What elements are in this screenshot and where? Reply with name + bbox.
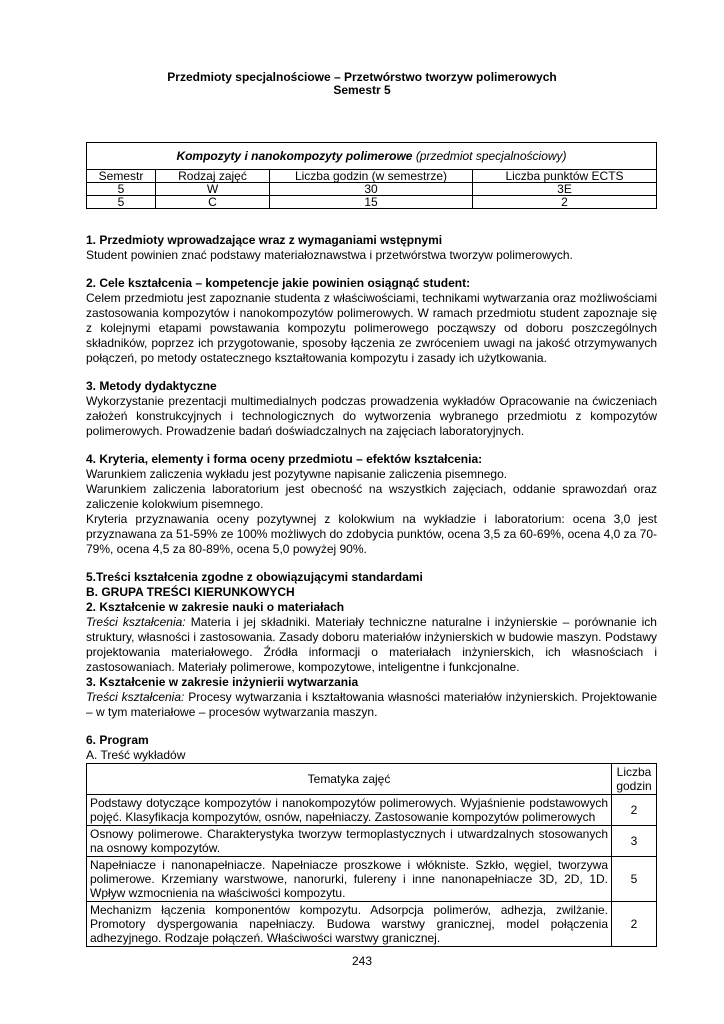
topic-cell: Napełniacze i nanonapełniacze. Napełniacze proszkowe i włókniste. Szkło, węgiel, tworzywa polimerowe. Krzemiany warstwowe, nanorurki, fulereny i inne nanonapełniacze 3D, 2D, 1D. Wpływ wzmocnienia na właściwości kompozytu. xyxy=(87,857,612,902)
section-text: Student powinien znać podstawy materiałoznawstwa i przetwórstwa tworzyw polimerowych. xyxy=(86,248,573,262)
section-heading: 3. Metody dydaktyczne xyxy=(86,379,217,393)
program-subtitle: A. Treść wykładów xyxy=(86,748,186,762)
cell-class-type: C xyxy=(156,196,270,209)
header-title: Przedmioty specjalnościowe – Przetwórstwo tworzyw polimerowych xyxy=(167,70,557,84)
cell-hours: 30 xyxy=(270,183,473,196)
section-text: Kryteria przyznawania oceny pozytywnej z kolokwium na wykładzie i laboratorium: ocena 3,0 jest przyznawana za 51-59% ze 100% możliwych do zdobycia punktów, ocena 3,5 za 60-69%, ocena 4,0 za 70-79%, ocena 4,5 za 80-89%, ocena 5,0 powyżej 90%. xyxy=(86,512,658,556)
section-group: B. GRUPA TREŚCI KIERUNKOWYCH xyxy=(86,585,295,599)
program-row xyxy=(87,826,657,857)
topic-cell: Mechanizm łączenia komponentów kompozytu. Adsorpcja polimerów, adhezja, zwilżanie. Promotory dyspergowania napełniaczy. Budowa warstwy granicznej, model połączenia adhezyjnego. Rodzaje połączeń. Właściwości warstwy granicznej. xyxy=(87,902,612,947)
content-text: Materia i jej składniki. Materiały techniczne naturalne i inżynierskie – porównanie ich struktury, własności i zastosowania. Zasady doboru materiałów inżynierskich w budowie maszyn. Podstawy projektowania materiałowego. Źródła informacji o materiałach inżynierskich, ich własnościach i zastosowaniach. Materiały polimerowe, kompozytowe, inteligentne i funkcjonalne. xyxy=(86,615,657,674)
course-row xyxy=(87,183,657,196)
course-row xyxy=(87,196,657,209)
col-semester: Semestr xyxy=(87,170,156,183)
cell-ects: 2 xyxy=(473,196,657,209)
content-label: Treści kształcenia: xyxy=(86,690,185,704)
col-hours-count: Liczba godzin xyxy=(612,764,657,795)
content-text: Procesy wytwarzania i kształtowania własności materiałów inżynierskich. Projektowanie – w tym materiałowe – procesów wytwarzania maszyn. xyxy=(86,690,658,719)
cell-semester: 5 xyxy=(87,183,156,196)
course-info-table xyxy=(86,142,657,209)
course-type: (przedmiot specjalnościowy) xyxy=(415,149,567,163)
course-title-cell xyxy=(87,143,657,170)
section-program xyxy=(86,733,657,947)
program-row xyxy=(87,857,657,902)
section-heading: 1. Przedmioty wprowadzające wraz z wymaganiami wstępnymi xyxy=(86,233,443,247)
course-header-row xyxy=(87,170,657,183)
topic-cell: Osnowy polimerowe. Charakterystyka tworzyw termoplastycznych i utwardzalnych stosowanych na osnowy kompozytów. xyxy=(87,826,612,857)
content-label: Treści kształcenia: xyxy=(86,615,186,629)
subsection-heading: 3. Kształcenie w zakresie inżynierii wytwarzania xyxy=(86,675,359,689)
subsection-text xyxy=(86,690,657,720)
header-semester: Semestr 5 xyxy=(333,83,391,97)
program-row xyxy=(87,902,657,947)
section-criteria xyxy=(86,452,657,557)
hours-cell: 2 xyxy=(612,902,657,947)
section-heading: 2. Cele kształcenia – kompetencje jakie powinien osiągnąć student: xyxy=(86,276,471,290)
col-ects: Liczba punktów ECTS xyxy=(473,170,657,183)
hours-cell: 5 xyxy=(612,857,657,902)
subsection-heading: 2. Kształcenie w zakresie nauki o materiałach xyxy=(86,600,345,614)
section-text: Warunkiem zaliczenia laboratorium jest obecność na wszystkich zajęciach, oddanie sprawozdań oraz zaliczenie kolokwium pisemnego. xyxy=(86,482,657,511)
section-text: Wykorzystanie prezentacji multimedialnych podczas prowadzenia wykładów Opracowanie na ćwiczeniach założeń konstrukcyjnych i technologicznych do wytworzenia wybranego przedmiotu z kompozytów polimerowych. Prowadzenie badań doświadczalnych na zajęciach laboratoryjnych. xyxy=(86,394,657,438)
section-text: Celem przedmiotu jest zapoznanie studenta z właściwościami, technikami wytwarzania oraz możliwościami zastosowania kompozytów i nanokompozytów polimerowych. W ramach przedmiotu student zapoznaje się z kolejnymi etapami powstawania kompozytu polimerowego począwszy od doboru poszczególnych składników, poprzez ich przygotowanie, sposoby łączenia ze zwróceniem uwagi na jakość otrzymywanych połączeń, po metody ostatecznego kształtowania kompozytu i zasady ich użytkowania. xyxy=(86,291,657,365)
cell-hours: 15 xyxy=(270,196,473,209)
page-header xyxy=(0,71,724,97)
cell-semester: 5 xyxy=(87,196,156,209)
cell-class-type: W xyxy=(156,183,270,196)
section-heading: 6. Program xyxy=(86,733,149,747)
cell-ects: 3E xyxy=(473,183,657,196)
section-goals xyxy=(86,276,657,366)
section-prerequisites xyxy=(86,233,657,263)
hours-cell: 3 xyxy=(612,826,657,857)
col-hours: Liczba godzin (w semestrze) xyxy=(270,170,473,183)
section-heading: 4. Kryteria, elementy i forma oceny przedmiotu – efektów kształcenia: xyxy=(86,452,483,466)
page-number: 243 xyxy=(351,954,373,968)
topic-cell: Podstawy dotyczące kompozytów i nanokompozytów polimerowych. Wyjaśnienie podstawowych pojęć. Klasyfikacja kompozytów, osnów, napełniaczy. Zastosowanie kompozytów polimerowych xyxy=(87,795,612,826)
section-methods xyxy=(86,379,657,439)
section-heading: 5.Treści kształcenia zgodne z obowiązującymi standardami xyxy=(86,570,423,584)
col-class-type: Rodzaj zajęć xyxy=(156,170,270,183)
subsection-text xyxy=(86,615,657,675)
lecture-topics-table xyxy=(86,763,657,947)
document-body xyxy=(86,233,657,947)
program-header-row xyxy=(87,764,657,795)
hours-cell: 2 xyxy=(612,795,657,826)
section-content xyxy=(86,570,657,720)
course-name: Kompozyty i nanokompozyty polimerowe xyxy=(176,149,413,163)
col-topic: Tematyka zajęć xyxy=(87,764,612,795)
section-text: Warunkiem zaliczenia wykładu jest pozytywne napisanie zaliczenia pisemnego. xyxy=(86,467,508,481)
program-row xyxy=(87,795,657,826)
